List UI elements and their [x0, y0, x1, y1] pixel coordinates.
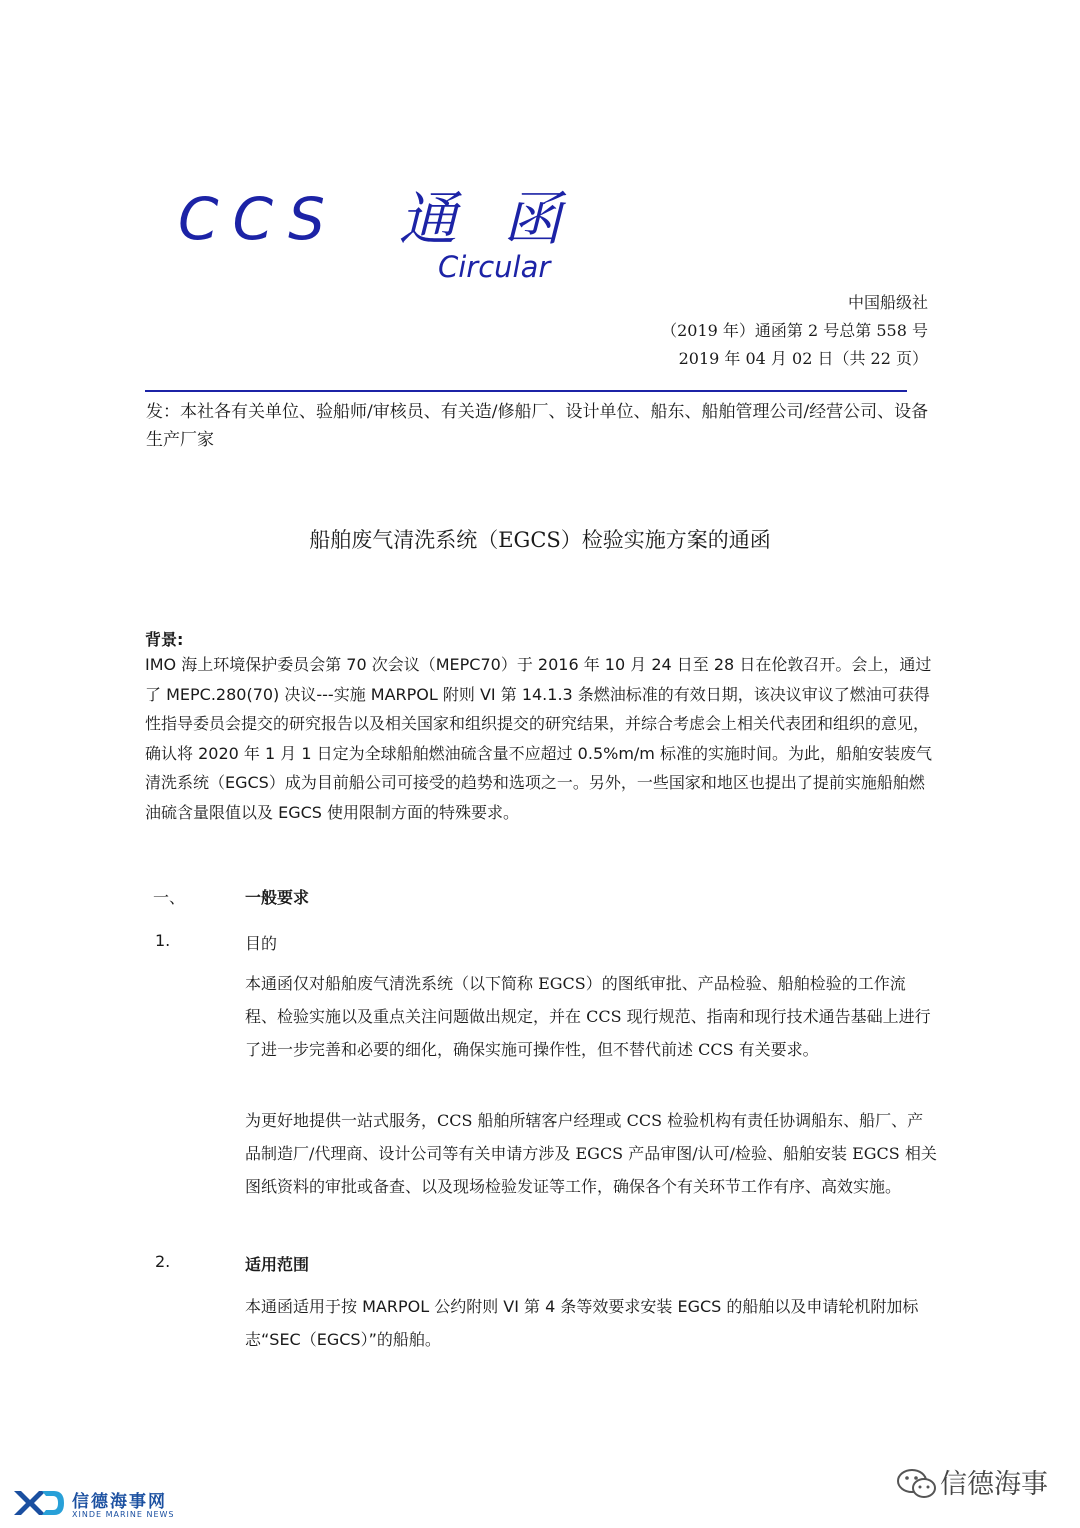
section-title: 一般要求 — [245, 888, 310, 907]
xinde-logo-english: XINDE MARINE NEWS — [72, 1510, 175, 1519]
circular-title — [178, 172, 575, 256]
background-text: IMO 海上环境保护委员会第 70 次会议（MEPC70）于 2016 年 10 月 24 日至 28 日在伦敦召开。会上，通过了 MEPC.280(70) 决议---实施 MARPOL 附则 VI 第 14.1.3 条燃油标准的有效日期，该决议审议了燃油可获得性指导委员会提交的研究报告以及相关国家和组织提交的研究结果，并综合考虑会上相关代表团和组织的意见，确认将 2020 年 1 月 1 日定为全球船舶燃油硫含量不应超过 0.5%m/m 标准的实施时间。为此，船舶安装废气清洗系统（EGCS）成为目前船公司可接受的趋势和选项之一。另外，一些国家和地区也提出了提前实施船舶燃油硫含量限值以及 EGCS 使用限制方面的特殊要求。 — [145, 655, 932, 822]
item-number: 2. — [155, 1252, 171, 1271]
item-title: 适用范围 — [245, 1255, 310, 1274]
xinde-logo-icon — [12, 1488, 64, 1518]
paragraph: 为更好地提供一站式服务，CCS 船舶所辖客户经理或 CCS 检验机构有责任协调船东、船厂、产品制造厂/代理商、设计公司等有关申请方涉及 EGCS 产品审图/认可/检验、船舶安装 EGCS 相关图纸资料的审批或备查、以及现场检验发证等工作，确保各个有关环节工作有序、高效实施。 — [245, 1111, 937, 1196]
document-title: 船舶废气清洗系统（EGCS）检验实施方案的通函 — [309, 528, 771, 552]
title-tonghan: 通 函 — [398, 185, 576, 253]
item-title: 目的 — [245, 934, 278, 953]
title-ccs: CCS — [178, 185, 339, 253]
circular-date: 2019 年 04 月 02 日（共 22 页） — [678, 349, 928, 368]
paragraph: 本通函仅对船舶废气清洗系统（以下简称 EGCS）的图纸审批、产品检验、船舶检验的工作流程、检验实施以及重点关注问题做出规定，并在 CCS 现行规范、指南和现行技术通告基础上进行了进一步完善和必要的细化，确保实施可操作性，但不替代前述 CCS 有关要求。 — [245, 974, 931, 1059]
background-heading: 背景: — [145, 630, 184, 649]
watermark-text: 信德海事 — [940, 1469, 1048, 1500]
paragraph: 本通函适用于按 MARPOL 公约附则 VI 第 4 条等效要求安装 EGCS 的船舶以及申请轮机附加标志“SEC（EGCS）”的船舶。 — [245, 1297, 919, 1349]
recipients: 发：本社各有关单位、验船师/审核员、有关造/修船厂、设计单位、船东、船舶管理公司/经营公司、设备生产厂家 — [146, 402, 929, 450]
xinde-logo-text: 信德海事网 — [72, 1492, 167, 1512]
item-number: 1. — [155, 931, 171, 950]
circular-number: （2019 年）通函第 2 号总第 558 号 — [661, 321, 928, 340]
section-number: 一、 — [153, 888, 186, 907]
wechat-icon — [896, 1467, 938, 1501]
circular-subtitle: Circular — [438, 250, 551, 284]
header-divider — [145, 390, 907, 392]
org-name: 中国船级社 — [847, 293, 928, 312]
